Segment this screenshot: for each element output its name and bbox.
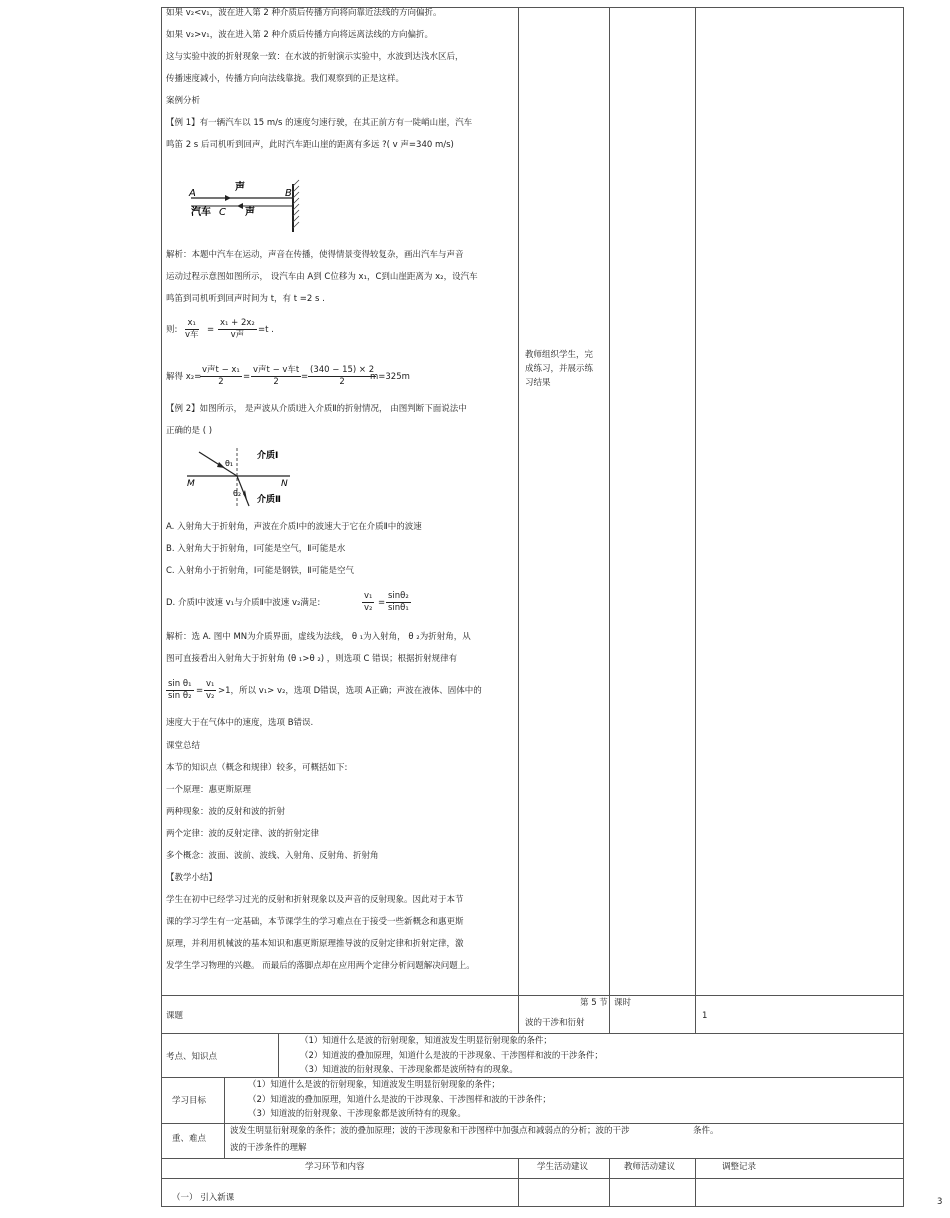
numerator: sin θ₁	[168, 679, 192, 689]
denominator: sin θ₂	[168, 691, 192, 701]
example-1-line: 鸣笛 2 s 后司机听到回声，此时汽车距山崖的距离有多远 ?( v 声=340 m/s)	[166, 140, 454, 150]
summary-line: 一个原理：惠更斯原理	[166, 785, 252, 795]
key-label: 重、难点	[172, 1134, 207, 1144]
solution-line: 速度大于在气体中的速度，选项 B错误.	[166, 718, 314, 728]
summary-line: 多个概念：波面、波前、波线、入射角、反射角、折射角	[166, 851, 379, 861]
points-label: 考点、知识点	[166, 1052, 218, 1062]
row-divider	[161, 1158, 904, 1159]
intro-step: （一） 引入新课	[172, 1193, 235, 1203]
summary-line: 本节的知识点（概念和规律）较多，可概括如下:	[166, 763, 348, 773]
numerator: x₁ + 2x₂	[220, 318, 255, 328]
equals-sign: =	[378, 598, 386, 608]
equation-tail: m=325m	[370, 372, 410, 382]
hours-label: 课时	[614, 998, 632, 1008]
numerator: v₁	[206, 679, 215, 689]
section-heading: 【教学小结】	[166, 873, 218, 883]
equals-sign: =	[207, 325, 215, 335]
solution-line: 鸣笛到司机听到回声时间为 t，有 t =2 s .	[166, 294, 325, 304]
fraction	[308, 365, 376, 388]
equation-prefix: 则:	[166, 325, 178, 335]
teacher-note-line: 成练习，并展示练	[525, 364, 594, 374]
section-title: 波的干涉和衍射	[525, 1018, 585, 1028]
solution-line: 图可直接看出入射角大于折射角 (θ ₁>θ ₂) ，则选项 C 错误；根据折射规律有	[166, 654, 458, 664]
fraction	[251, 365, 301, 388]
denominator: 2	[273, 377, 279, 387]
example-2-line: 正确的是 ( )	[166, 426, 213, 436]
equation-tail: =t .	[258, 325, 274, 335]
car-echo-diagram	[185, 170, 315, 240]
sound-label-bottom: 声	[245, 207, 255, 218]
row-divider	[161, 1077, 904, 1078]
goals-item: （1）知道什么是波的衍射现象，知道波发生明显衍射现象的条件；	[248, 1080, 500, 1090]
cell-divider	[695, 995, 696, 1033]
cell-divider	[278, 1033, 279, 1077]
points-item: （2）知道波的叠加原理，知道什么是波的干涉现象、干涉图样和波的干涉条件；	[300, 1051, 603, 1061]
key-text: 波发生明显衍射现象的条件；波的叠加原理；波的干涉现象和干涉图样中加强点和减弱点的分析；波的干涉	[230, 1126, 630, 1136]
numerator: v声t − v车t	[253, 365, 300, 375]
option-d: D. 介质Ⅰ中波速 v₁与介质Ⅱ中波速 v₂满足:	[166, 598, 321, 608]
fraction	[386, 591, 411, 614]
text-line: 如果 v₂<v₁，波在进入第 2 种介质后传播方向将向靠近法线的方向偏折。	[166, 8, 442, 18]
text-line: 传播速度减小，传播方向向法线靠拢。我们观察到的正是这样。	[166, 74, 405, 84]
goals-item: （3）知道波的衍射现象、干涉现象都是波所特有的现象。	[248, 1109, 466, 1119]
fraction	[185, 318, 199, 341]
row-divider	[161, 1178, 904, 1179]
denominator: 2	[339, 377, 345, 387]
numerator: sinθ₂	[388, 591, 409, 601]
teacher-note-line: 习结果	[525, 378, 551, 388]
equation-prefix: 解得 x₂=	[166, 372, 202, 382]
teaching-summary-line: 学生在初中已经学习过光的反射和折射现象以及声音的反射现象。因此对于本节	[166, 895, 464, 905]
goals-item: （2）知道波的叠加原理，知道什么是波的干涉现象、干涉图样和波的干涉条件；	[248, 1095, 551, 1105]
header-student: 学生活动建议	[537, 1162, 589, 1172]
points-item: （3）知道波的衍射现象、干涉现象都是波所特有的现象。	[300, 1065, 518, 1075]
fraction	[166, 679, 194, 702]
teaching-summary-line: 发学生学习物理的兴趣。 而最后的落脚点却在应用两个定律分析问题解决问题上。	[166, 961, 475, 971]
teacher-note-line: 教师组织学生，完	[525, 350, 594, 360]
row-divider	[161, 1123, 904, 1124]
topic-label: 课题	[166, 1011, 184, 1021]
section-heading: 课堂总结	[166, 741, 201, 751]
label-n: N	[281, 479, 288, 489]
numerator: v₁	[364, 591, 373, 601]
denominator: 2	[218, 377, 224, 387]
denominator: sinθ₁	[388, 603, 409, 613]
option-b: B. 入射角大于折射角，Ⅰ可能是空气，Ⅱ可能是水	[166, 544, 346, 554]
cell-divider	[518, 1158, 519, 1207]
teaching-summary-line: 原理，并利用机械波的基本知识和惠更斯原理推导波的反射定律和折射定律，激	[166, 939, 464, 949]
label-c: C	[219, 207, 226, 218]
cell-divider	[224, 1077, 225, 1158]
denominator: v₂	[206, 691, 215, 701]
summary-line: 两种现象：波的反射和波的折射	[166, 807, 286, 817]
column-divider-1	[518, 7, 519, 1033]
equals-sign: =	[196, 686, 204, 696]
fraction	[218, 318, 257, 341]
text-line: 如果 v₂>v₁，波在进入第 2 种介质后传播方向将远离法线的方向偏折。	[166, 30, 434, 40]
header-adjust: 调整记录	[722, 1162, 757, 1172]
solution-line: 运动过程示意图如图所示， 设汽车由 A到 C位移为 x₁，C到山崖距离为 x₂，设汽车	[166, 272, 478, 282]
equals-sign: =	[243, 372, 251, 382]
example-2-line: 【例 2】如图所示， 是声波从介质Ⅰ进入介质Ⅱ的折射情况， 由图判断下面说法中	[166, 404, 467, 414]
cell-divider	[695, 1158, 696, 1207]
row-divider	[161, 995, 904, 996]
numerator: x₁	[185, 318, 199, 330]
table-border-left	[161, 7, 162, 1207]
solution-line: >1，所以 v₁> v₂，选项 D错误，选项 A正确；声波在液体、固体中的	[218, 686, 482, 696]
equals-sign: =	[301, 372, 309, 382]
denominator: v声	[230, 330, 245, 340]
option-c: C. 入射角小于折射角，Ⅰ可能是钢铁，Ⅱ可能是空气	[166, 566, 355, 576]
points-item: （1）知道什么是波的衍射现象，知道波发生明显衍射现象的条件；	[300, 1036, 552, 1046]
cell-divider	[609, 995, 610, 1033]
hours-value: 1	[702, 1011, 708, 1021]
solution-line: 解析：选 A. 图中 MN为介质界面，虚线为法线， θ ₁为入射角， θ ₂为折射角，从	[166, 632, 471, 642]
medium1-label: 介质Ⅰ	[257, 451, 279, 461]
medium2-label: 介质Ⅱ	[257, 495, 281, 505]
numerator: v声t − x₁	[202, 365, 240, 375]
teaching-summary-line: 课的学习学生有一定基础，本节课学生的学习难点在于接受一些新概念和惠更斯	[166, 917, 464, 927]
option-a: A. 入射角大于折射角，声波在介质Ⅰ中的波速大于它在介质Ⅱ中的波速	[166, 522, 422, 532]
header-teacher: 教师活动建议	[624, 1162, 676, 1172]
denominator: v车	[185, 330, 199, 340]
theta2-label: θ₂	[233, 489, 242, 498]
key-text: 波的干涉条件的理解	[230, 1143, 307, 1153]
fraction	[362, 591, 374, 614]
example-1-line: 【例 1】有一辆汽车以 15 m/s 的速度匀速行驶，在其正前方有一陡峭山崖，汽车	[166, 118, 473, 128]
page-number: 3	[937, 1197, 943, 1207]
header-steps: 学习环节和内容	[305, 1162, 365, 1172]
sound-label-top: 声	[235, 182, 245, 193]
text-line: 这与实验中波的折射现象一致：在水波的折射演示实验中，水波到达浅水区后，	[166, 52, 464, 62]
row-divider	[161, 1033, 904, 1034]
goals-label: 学习目标	[172, 1096, 207, 1106]
label-a: A	[189, 188, 196, 199]
key-text: 条件。	[693, 1126, 719, 1136]
solution-line: 解析：本题中汽车在运动，声音在传播，使得情景变得较复杂，画出汽车与声音	[166, 250, 464, 260]
section-heading: 案例分析	[166, 96, 201, 106]
table-border-bottom	[161, 1206, 904, 1207]
column-divider-2	[609, 7, 610, 1033]
denominator: v₂	[364, 603, 373, 613]
fraction	[200, 365, 242, 388]
cell-divider	[609, 1158, 610, 1207]
theta1-label: θ₁	[225, 459, 234, 468]
refraction-diagram	[185, 446, 295, 508]
fraction	[204, 679, 216, 702]
section-number: 第 5 节	[580, 998, 608, 1008]
car-label: 汽车	[191, 207, 211, 218]
column-divider-3	[695, 7, 696, 1033]
numerator: (340 − 15) × 2	[310, 365, 375, 375]
label-b: B	[285, 188, 292, 199]
label-m: M	[187, 479, 195, 489]
summary-line: 两个定律：波的反射定律、波的折射定律	[166, 829, 320, 839]
table-border-right	[903, 7, 904, 1207]
